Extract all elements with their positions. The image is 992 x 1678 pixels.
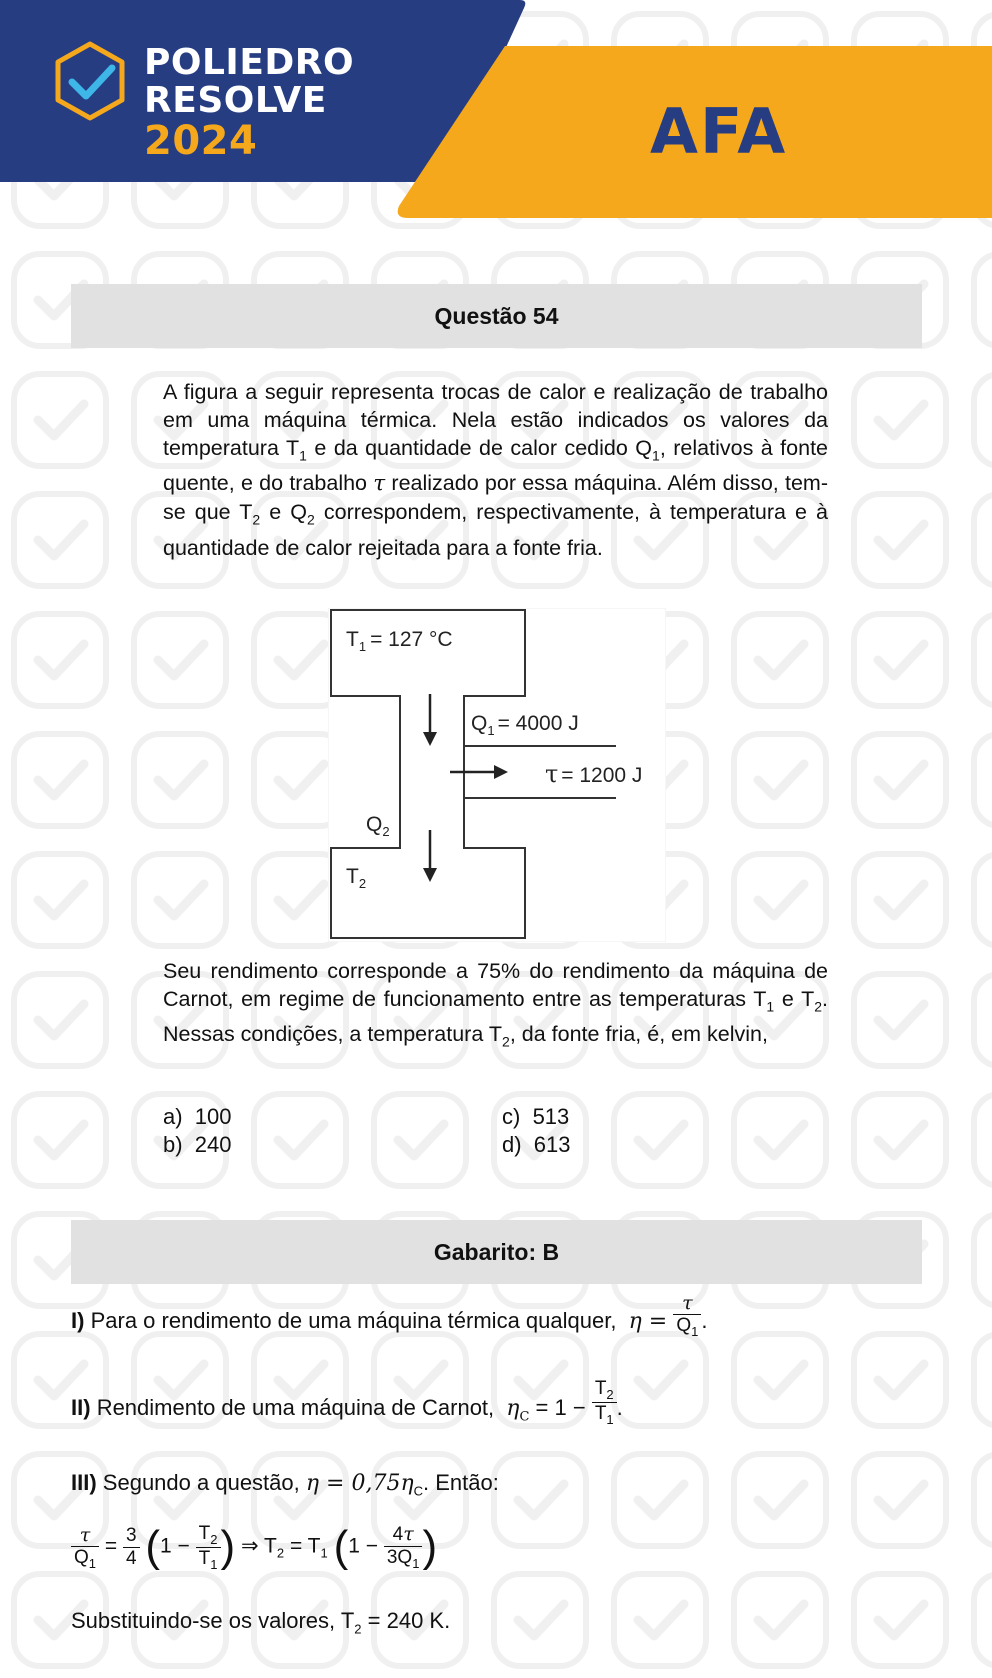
solution-equation: $\frac{\tau}{Q_1}$ = $\frac{3}{4}$ (1 − $\frac{T_2}{T_1}$ ) ⇒ $T_2 = T_1$ (1 − $\frac{4\tau}{3Q_1}$ ): [71, 1522, 437, 1572]
answer-title-bar: [71, 1220, 922, 1284]
heat-engine-diagram: [328, 608, 666, 942]
q2-label: $Q_2$: [366, 813, 390, 839]
t2-label: $T_2$: [346, 865, 367, 891]
option-b: b) 240: [163, 1132, 232, 1157]
answer-title: Gabarito: B: [433, 1238, 560, 1265]
q1-label: $Q_1 = 4000$ J: [471, 712, 579, 738]
solution-step-3: III) Segundo a questão, $\eta = 0,75\eta_C$. Então:: [71, 1470, 499, 1499]
question-statement-2: Seu rendimento corresponde a 75% do rendimento da máquina de Carnot, em regime de funcionamento entre as temperaturas $T_1$ e $T_2$. Nessas condições, a temperatura $T_2$, da fonte fria, é, em kelvin,: [163, 959, 828, 1050]
question-title-bar: [71, 284, 922, 348]
t1-label: $T_1 = 127$ °C: [346, 628, 453, 654]
brand-name-line1: POLIEDRO: [144, 42, 355, 83]
brand-name-line2: RESOLVE: [144, 80, 327, 121]
solution-step-2: II) Rendimento de uma máquina de Carnot, $\eta_C = 1$ − $\frac{T_2}{T_1}$ .: [71, 1378, 623, 1427]
option-d: d) 613: [502, 1132, 571, 1157]
option-a: a) 100: [163, 1104, 232, 1129]
exam-name: AFA: [650, 95, 788, 168]
brand-year: 2024: [144, 118, 258, 164]
question-statement: A figura a seguir representa trocas de calor e realização de trabalho em uma máquina térmica. Nela estão indicados os valores da temperatura $T_1$ e da quantidade de calor cedido $Q_1$, relativos à fonte quente, e do trabalho τ realizado por essa máquina. Além disso, tem-se que $T_2$ e $Q_2$ correspondem, respectivamente, à temperatura e à quantidade de calor rejeitada para a fonte fria.: [163, 380, 828, 560]
solution-final: Substituindo-se os valores, $T_2 = 240$ K.: [71, 1608, 451, 1637]
work-label: τ = 1200 J: [545, 760, 643, 788]
solution-step-1: I) Para o rendimento de uma máquina térmica qualquer, η = $\frac{\tau}{Q_1}$ .: [71, 1292, 708, 1339]
question-title: Questão 54: [434, 302, 559, 329]
option-c: c) 513: [502, 1104, 570, 1129]
